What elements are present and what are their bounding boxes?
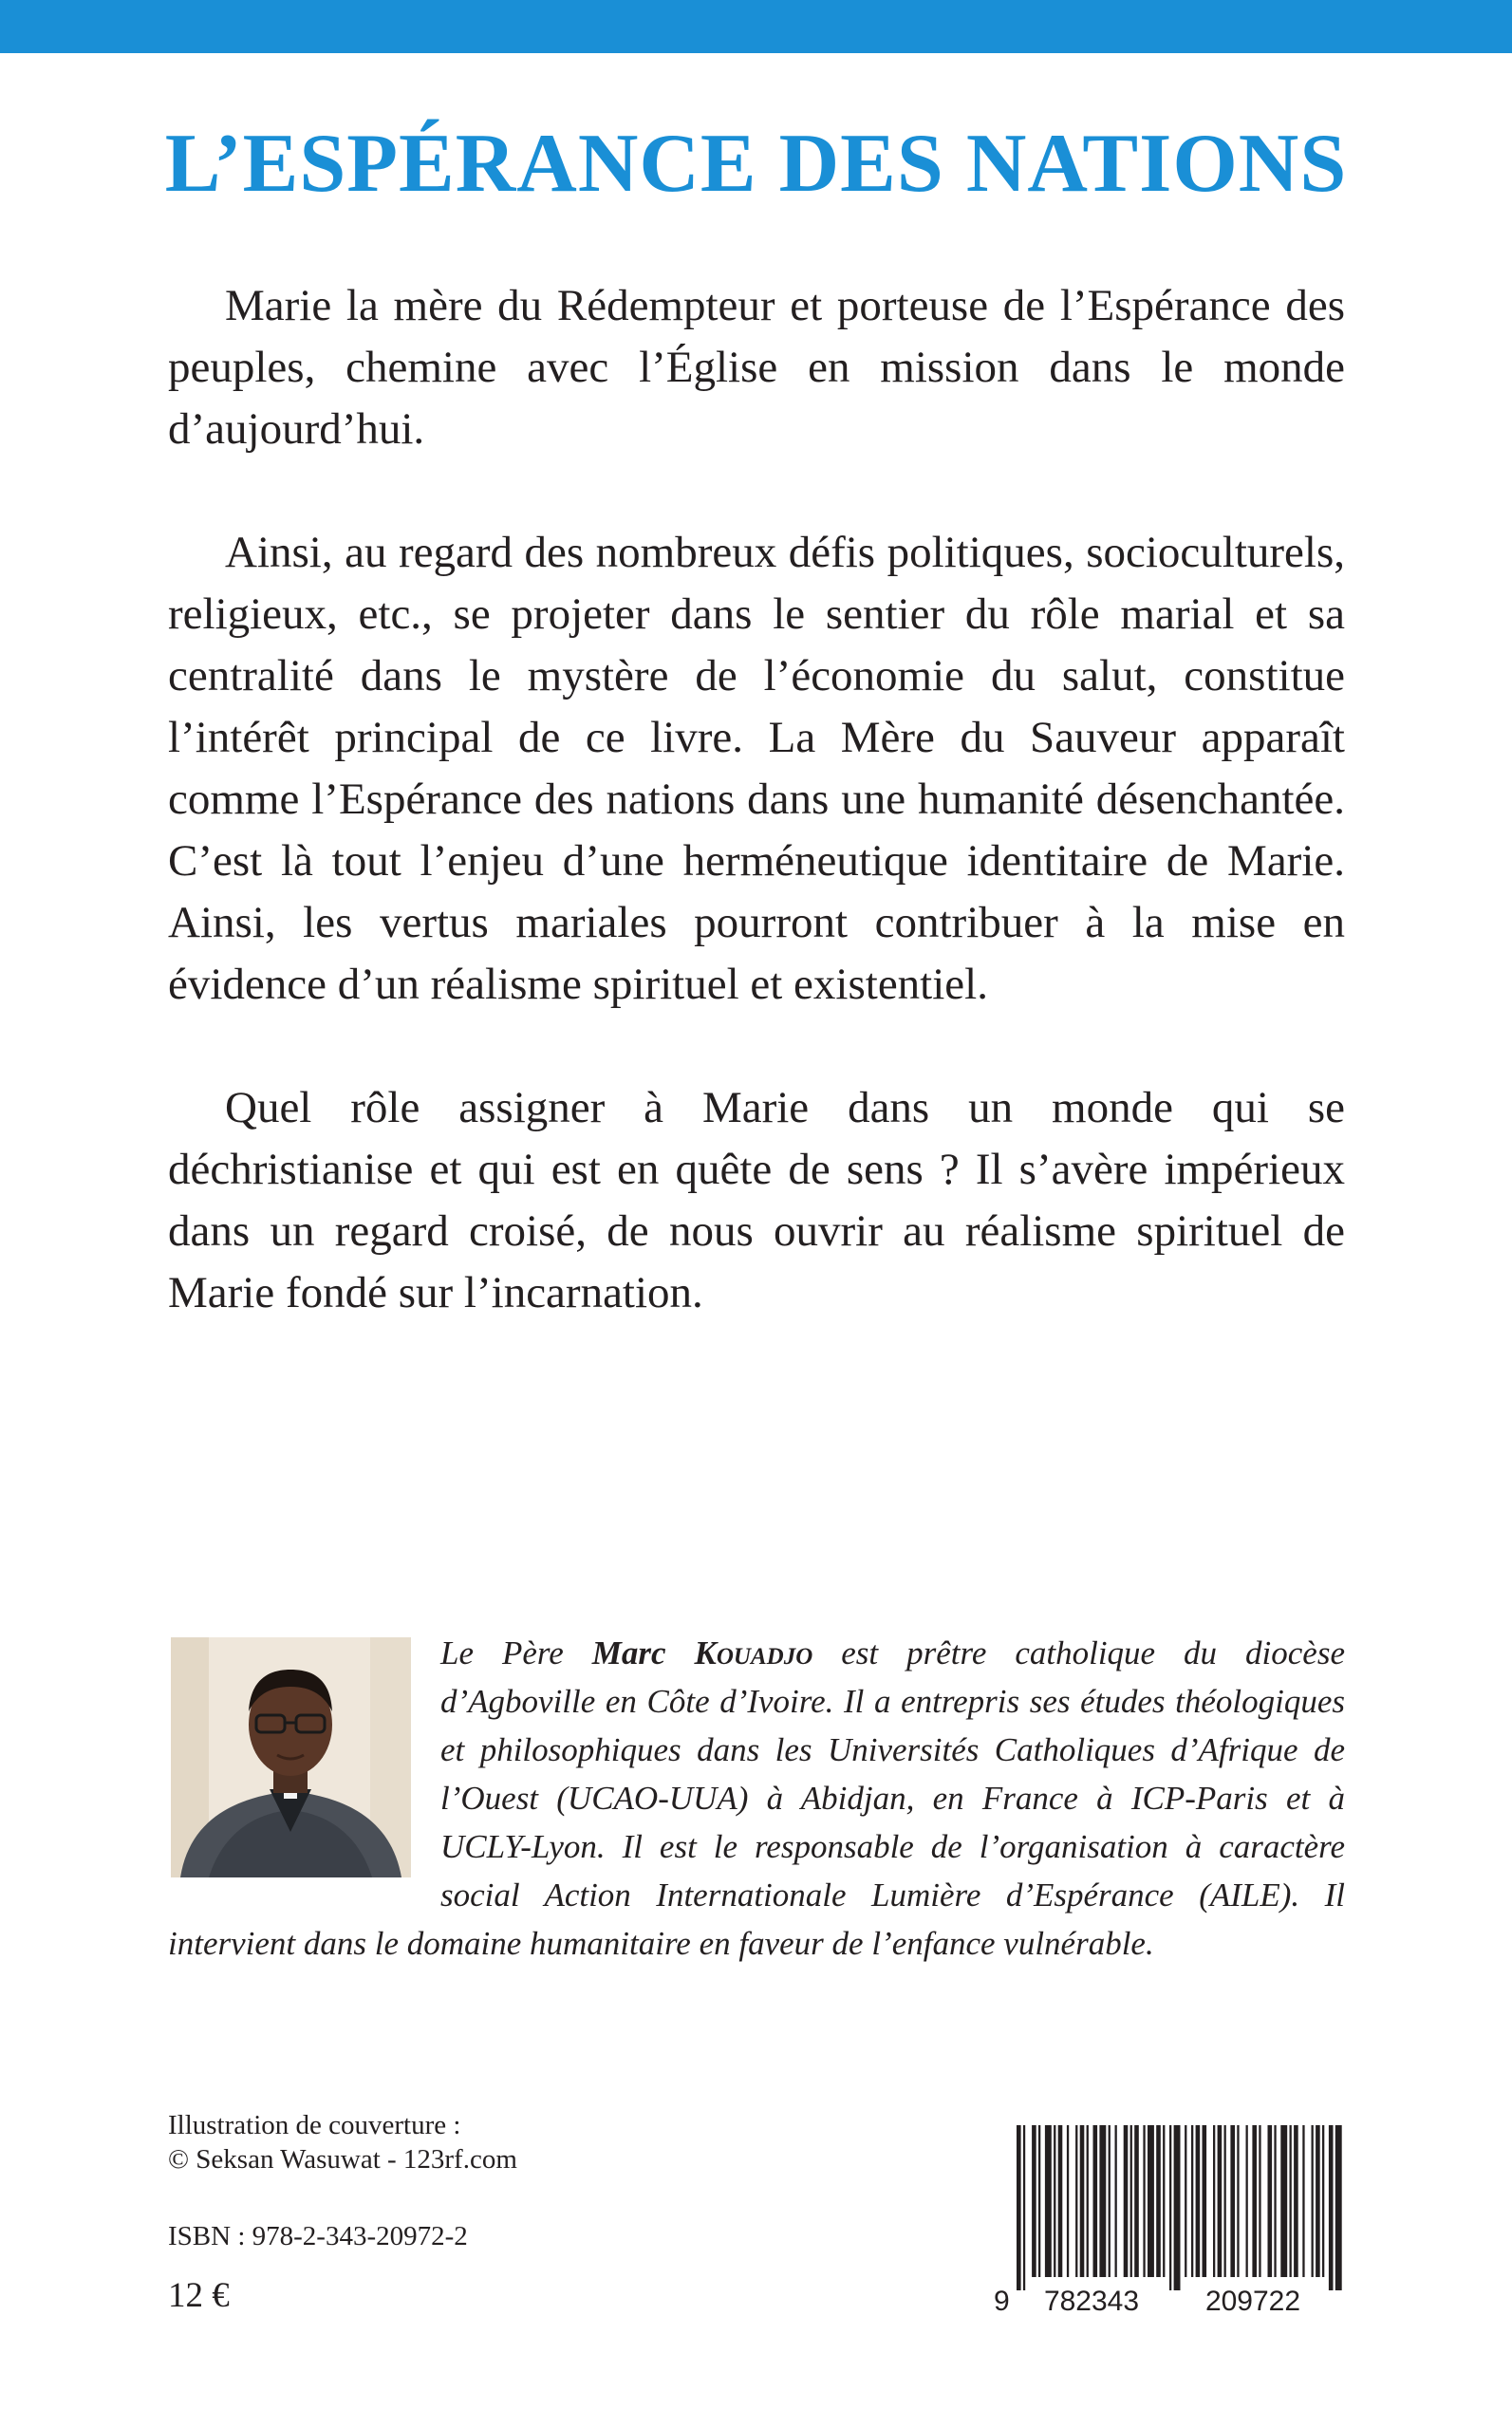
- barcode: [992, 2121, 1343, 2317]
- barcode-bar: [1148, 2125, 1154, 2277]
- barcode-bar: [1023, 2125, 1025, 2290]
- author-bio-text: est prêtre catholique du diocèse d’Agboville en Côte d’Ivoire. Il a entrepris ses études théologiques et philosophiques dans les Universités Catholiques d’Afrique de l’Ouest (UCAO-UUA) à Abidjan, en France à ICP-Paris et à UCLY-Lyon. Il est le responsable de l’organisation à caractère social Action Internationale Lumière d’Espérance (AILE). Il intervient dans le domaine humanitaire en faveur de l’enfance vulnérable.: [168, 1634, 1345, 1962]
- barcode-bar: [1280, 2125, 1287, 2277]
- barcode-bar: [1191, 2125, 1193, 2277]
- book-title: L’ESPÉRANCE DES NATIONS: [164, 118, 1348, 210]
- barcode-bar: [1163, 2125, 1165, 2277]
- barcode-bar: [1156, 2125, 1161, 2277]
- barcode-bar: [1246, 2125, 1248, 2277]
- barcode-bar: [1134, 2125, 1139, 2277]
- barcode-digits-left: 782343: [1043, 2286, 1140, 2317]
- top-color-band: [0, 0, 1512, 53]
- barcode-bar: [1169, 2125, 1171, 2290]
- barcode-bar: [1080, 2125, 1085, 2277]
- barcode-bar: [1099, 2125, 1106, 2277]
- barcode-bar: [1294, 2125, 1298, 2277]
- photo-wrap-spacer: [168, 1629, 440, 1914]
- barcode-bar: [1316, 2125, 1320, 2277]
- barcode-bar: [1329, 2125, 1334, 2290]
- barcode-bar: [1302, 2125, 1304, 2277]
- barcode-bar: [1203, 2125, 1207, 2277]
- author-first-name: Marc: [591, 1634, 695, 1671]
- barcode-bar: [1252, 2125, 1257, 2277]
- synopsis-paragraph: Marie la mère du Rédempteur et porteuse de l’Espérance des peuples, chemine avec l’Église en mission dans le monde d’aujourd’hui.: [168, 281, 1345, 454]
- author-last-name: Kouadjo: [694, 1634, 813, 1671]
- price: 12 €: [168, 2276, 230, 2315]
- author-bio: [168, 1629, 1345, 1968]
- barcode-bar: [1268, 2125, 1273, 2277]
- author-bio-intro: Le Père: [440, 1634, 592, 1671]
- barcode-bar: [1322, 2125, 1324, 2277]
- barcode-bar: [1185, 2125, 1186, 2277]
- barcode-bar: [1174, 2125, 1181, 2290]
- synopsis-paragraph: Ainsi, au regard des nombreux défis politiques, socioculturels, religieux, etc., se projeter dans le sentier du rôle marial et sa centralité dans le mystère de l’économie du salut, constitue l’intérêt principal de ce livre. La Mère du Sauveur apparaît comme l’Espérance des nations dans une humanité désenchantée. C’est là tout l’enjeu d’une herméneutique identitaire de Marie. Ainsi, les vertus mariales pourront contribuer à la mise en évidence d’un réalisme spirituel et existentiel.: [168, 528, 1345, 1009]
- barcode-digits-right: 209722: [1204, 2286, 1301, 2317]
- illustration-credit: © Seksan Wasuwat - 123rf.com: [168, 2144, 517, 2175]
- barcode-bar: [1067, 2125, 1069, 2277]
- illustration-credit-label: Illustration de couverture :: [168, 2110, 461, 2140]
- barcode-bar: [1017, 2125, 1021, 2290]
- barcode-bar: [1054, 2125, 1055, 2277]
- barcode-bar: [1032, 2125, 1036, 2277]
- barcode-bar: [1075, 2125, 1077, 2277]
- author-name: [592, 1634, 813, 1671]
- barcode-bar: [1274, 2125, 1276, 2277]
- synopsis-paragraph: Quel rôle assigner à Marie dans un monde qui se déchristianise et qui est en quête de sens ? Il s’avère impérieux dans un regard croisé, de nous ouvrir au réalisme spirituel de Marie fondé sur l’incarnation.: [168, 1083, 1345, 1317]
- barcode-bar: [1218, 2125, 1223, 2277]
- barcode-bar: [1109, 2125, 1111, 2277]
- barcode-bar: [1045, 2125, 1052, 2277]
- barcode-bar: [1087, 2125, 1089, 2277]
- barcode-bar: [1312, 2125, 1314, 2277]
- barcode-bar: [1335, 2125, 1342, 2290]
- barcode-bar: [1213, 2125, 1215, 2277]
- barcode-bar: [1224, 2125, 1226, 2277]
- isbn: ISBN : 978-2-343-20972-2: [168, 2221, 468, 2251]
- barcode-bar: [1290, 2125, 1292, 2277]
- barcode-bar: [1124, 2125, 1129, 2277]
- barcode-bar: [1143, 2125, 1145, 2277]
- barcode-bar: [1093, 2125, 1098, 2277]
- barcode-bar: [1038, 2125, 1040, 2277]
- synopsis: [168, 275, 1345, 1324]
- barcode-digit-first: 9: [994, 2286, 1010, 2317]
- barcode-bar: [1058, 2125, 1063, 2277]
- barcode-bar: [1196, 2125, 1201, 2277]
- barcode-bar: [1115, 2125, 1117, 2277]
- barcode-bar: [1230, 2125, 1235, 2277]
- barcode-bar: [1237, 2125, 1239, 2277]
- barcode-bar: [1259, 2125, 1260, 2277]
- barcode-bar: [1130, 2125, 1132, 2277]
